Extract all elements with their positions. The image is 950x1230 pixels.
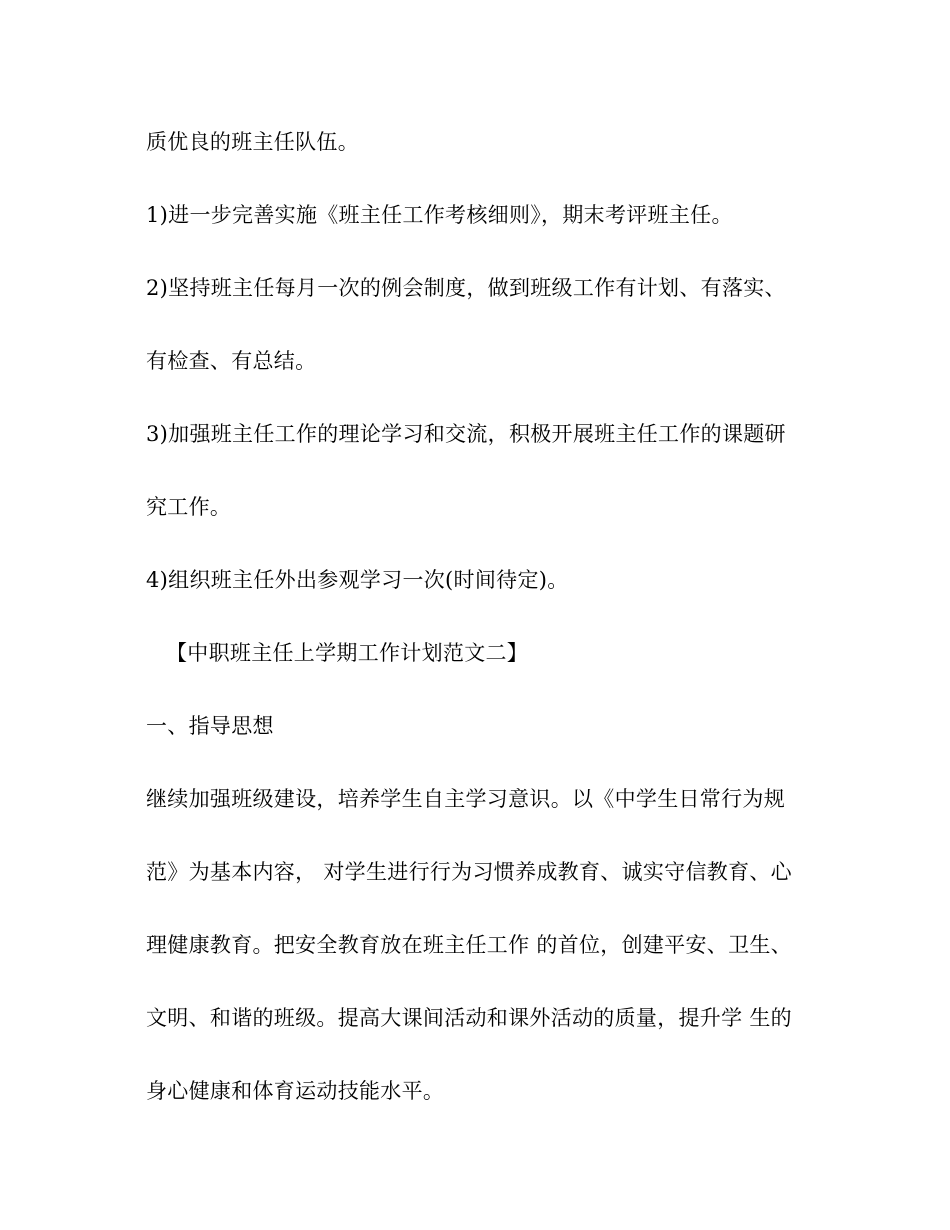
paragraph-line: 身心健康和体育运动技能水平。 xyxy=(146,1079,445,1103)
section-heading: 一、指导思想 xyxy=(146,714,274,738)
paragraph-line: 理健康教育。把安全教育放在班主任工作 的首位，创建平安、卫生、 xyxy=(146,933,792,957)
paragraph-line: 继续加强班级建设，培养学生自主学习意识。以《中学生日常行为规 xyxy=(146,787,785,811)
paragraph-line: 文明、和谐的班级。提高大课间活动和课外活动的质量，提升学 生的 xyxy=(146,1006,792,1030)
list-item-4: 4)组织班主任外出参观学习一次(时间待定)。 xyxy=(146,568,569,592)
list-item-1: 1)进一步完善实施《班主任工作考核细则》，期末考评班主任。 xyxy=(146,203,733,227)
list-item-2: 2)坚持班主任每月一次的例会制度，做到班级工作有计划、有落实、 xyxy=(146,276,786,300)
list-item-3: 3)加强班主任工作的理论学习和交流，积极开展班主任工作的课题研 xyxy=(146,422,786,446)
paragraph-line: 范》为基本内容， 对学生进行行为习惯养成教育、诚实守信教育、心 xyxy=(146,860,792,884)
list-item-3-continued: 究工作。 xyxy=(146,495,232,519)
list-item-2-continued: 有检查、有总结。 xyxy=(146,349,317,373)
paragraph-line: 质优良的班主任队伍。 xyxy=(146,130,359,154)
section-title: 【中职班主任上学期工作计划范文二】 xyxy=(166,641,529,665)
